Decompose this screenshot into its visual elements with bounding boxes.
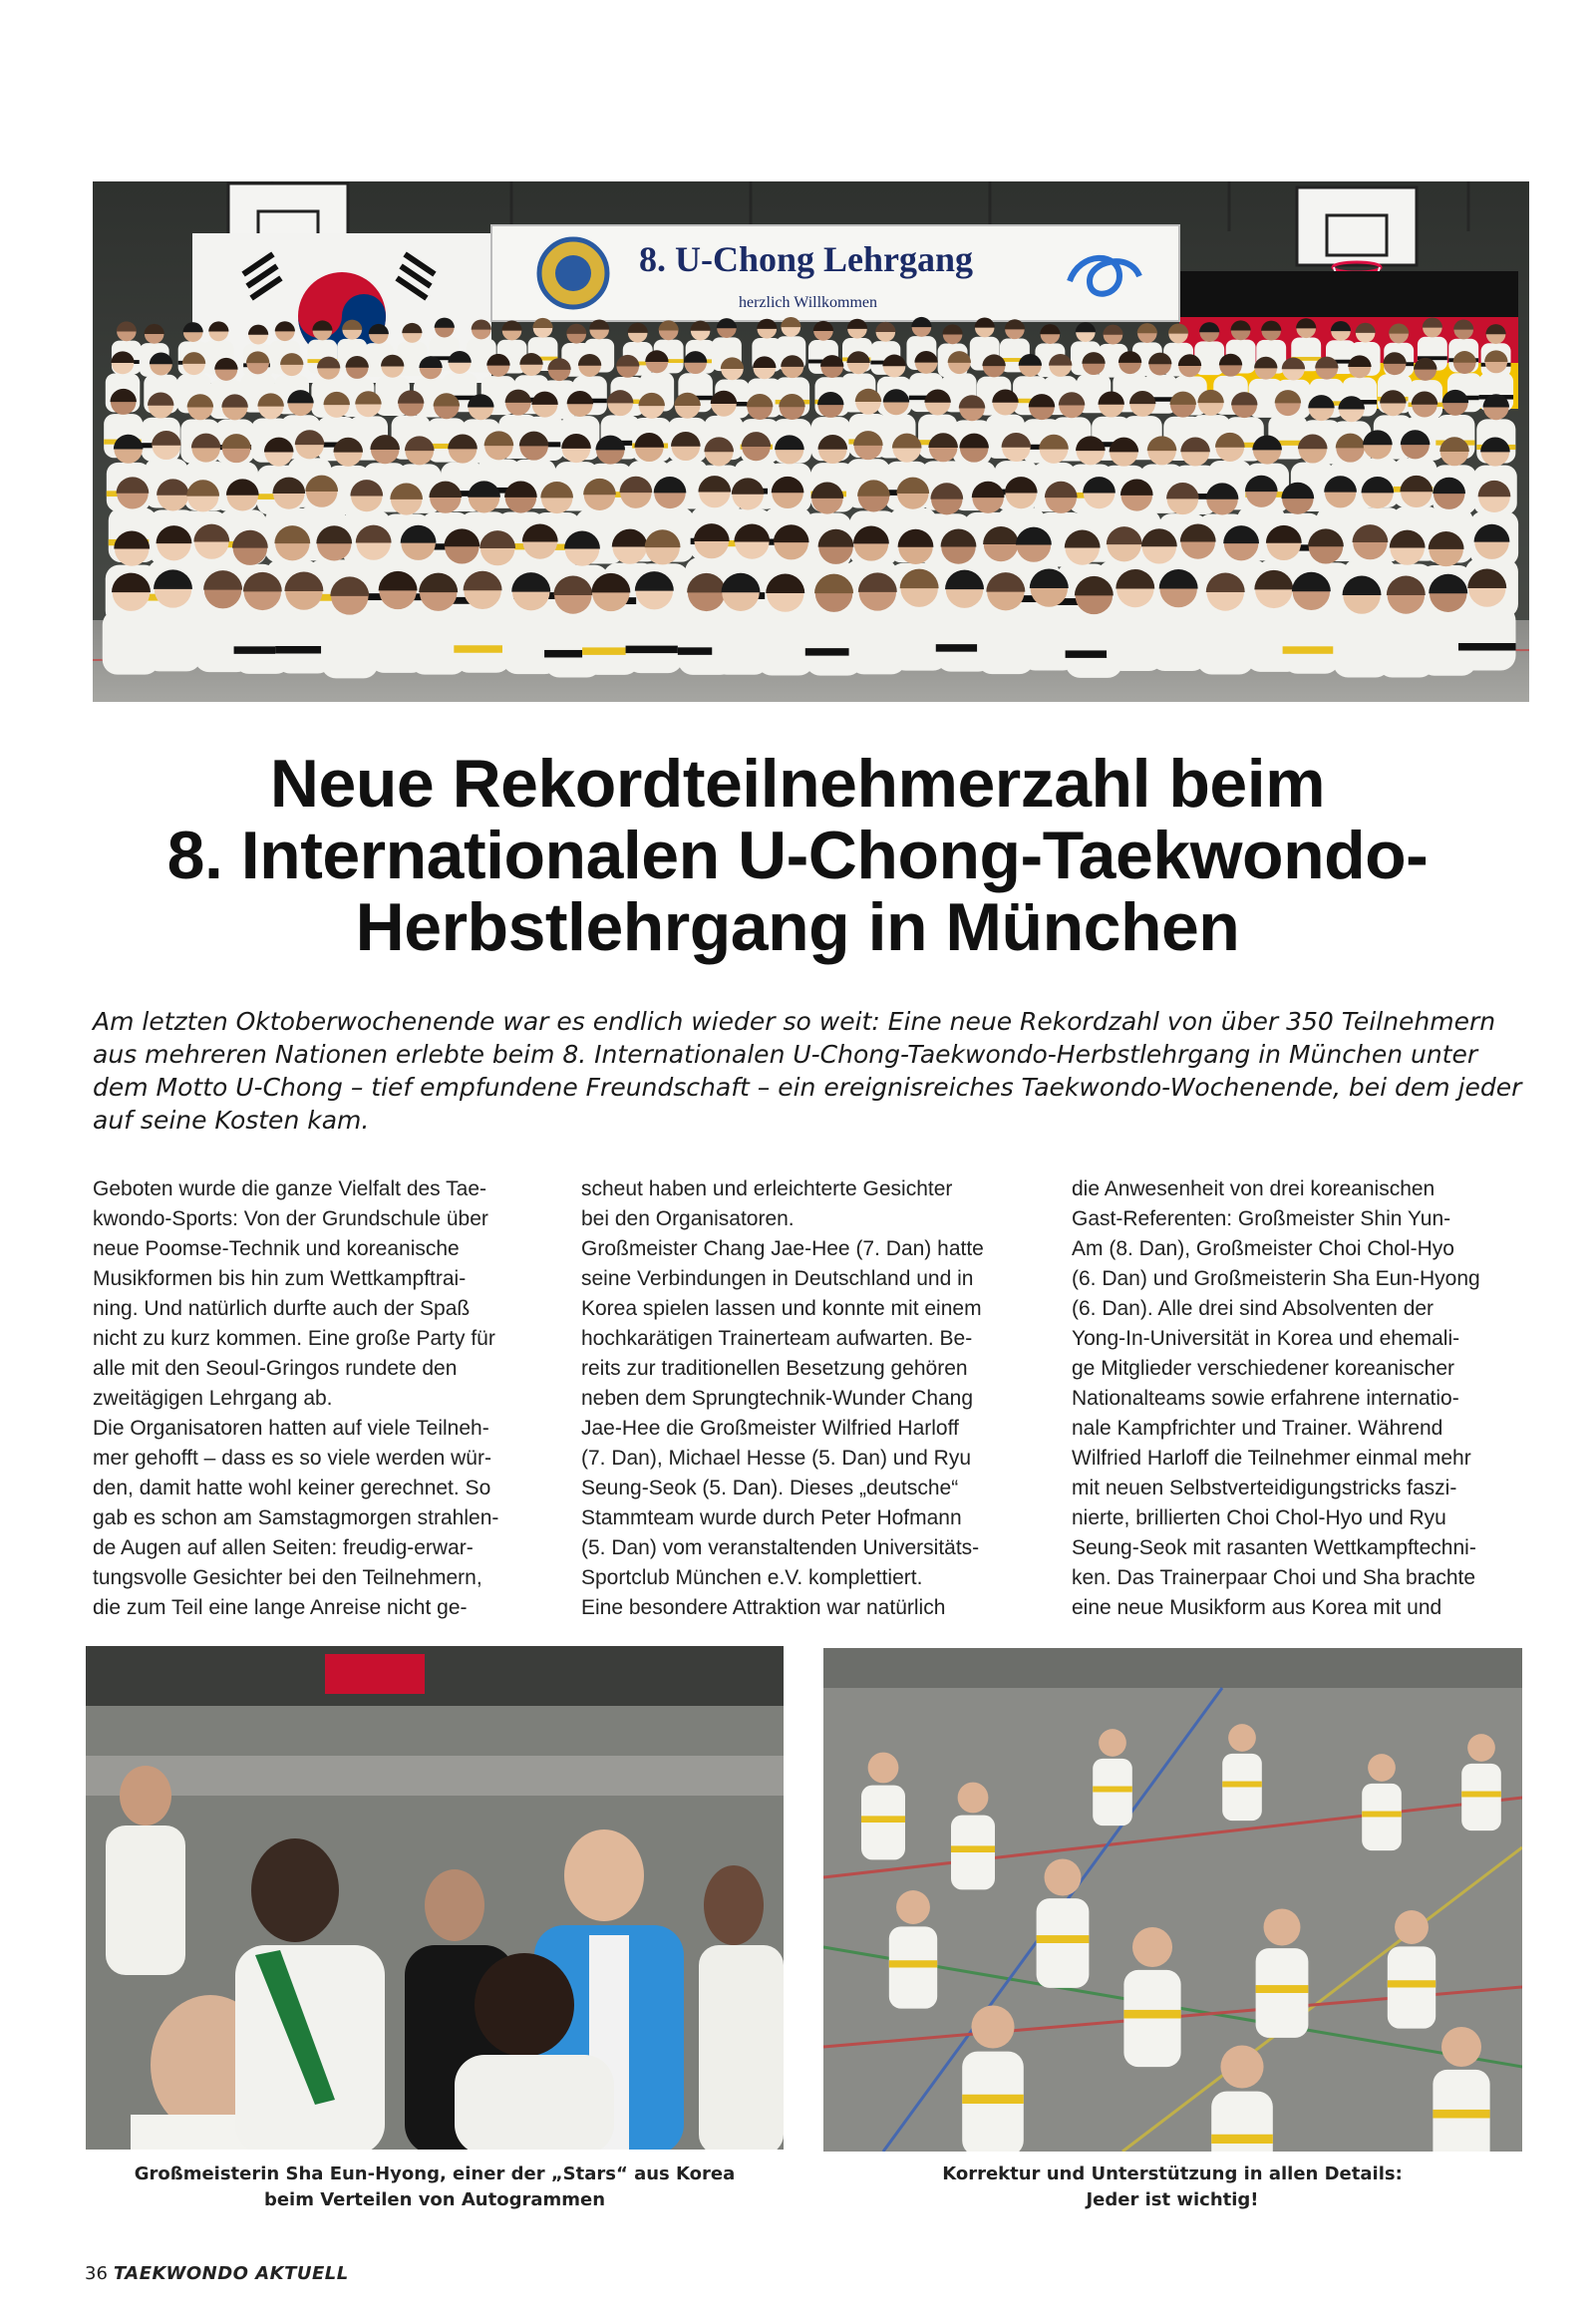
page-footer <box>85 2263 349 2284</box>
body-line: Gast-Referenten: Großmeister Shin Yun- <box>1072 1207 1451 1230</box>
body-line: nierte, brillierten Choi Chol-Hyo und Ryu <box>1072 1506 1446 1529</box>
body-line: Großmeister Chang Jae-Hee (7. Dan) hatte <box>581 1237 984 1260</box>
body-line: tungsvolle Gesichter bei den Teilnehmern, <box>93 1566 482 1589</box>
body-line: Yong-In-Universität in Korea und ehemali- <box>1072 1327 1460 1350</box>
banner-subtitle: herzlich Willkommen <box>739 294 878 311</box>
body-line: reits zur traditionellen Besetzung gehören <box>581 1357 968 1380</box>
group-photo-illustration <box>93 181 1529 702</box>
body-line: Jae-Hee die Großmeister Wilfried Harloff <box>581 1417 959 1440</box>
headline-line: Herbstlehrgang in München <box>355 889 1240 965</box>
autograph-photo-illustration <box>86 1646 784 2150</box>
training-photo-illustration <box>823 1648 1522 2152</box>
caption-line: Großmeisterin Sha Eun-Hyong, einer der „Stars“ aus Korea <box>134 2163 736 2184</box>
body-line: mit neuen Selbstverteidigungstricks faszi- <box>1072 1477 1457 1499</box>
body-line: eine neue Musikform aus Korea mit und <box>1072 1596 1442 1619</box>
body-line: (6. Dan) und Großmeisterin Sha Eun-Hyong <box>1072 1267 1480 1290</box>
body-line: seine Verbindungen in Deutschland und in <box>581 1267 974 1290</box>
body-line: Korea spielen lassen und konnte mit einem <box>581 1297 982 1320</box>
body-line: Eine besondere Attraktion war natürlich <box>581 1596 946 1619</box>
headline-line: Neue Rekordteilnehmerzahl beim <box>269 746 1326 822</box>
caption-left <box>86 2161 784 2213</box>
body-line: mer gehofft – dass es so viele werden wür- <box>93 1447 491 1470</box>
body-line: die Anwesenheit von drei koreanischen <box>1072 1177 1436 1200</box>
body-line: Musikformen bis hin zum Wettkampftrai- <box>93 1267 467 1290</box>
body-column-3 <box>1072 1174 1520 1623</box>
body-line: zweitägigen Lehrgang ab. <box>93 1387 333 1410</box>
body-line: scheut haben und erleichterte Gesichter <box>581 1177 953 1200</box>
body-line: Geboten wurde die ganze Vielfalt des Tae- <box>93 1177 486 1200</box>
caption-line: beim Verteilen von Autogrammen <box>263 2189 606 2210</box>
banner-title: 8. U-Chong Lehrgang <box>639 239 974 279</box>
body-line: neben dem Sprungtechnik-Wunder Chang <box>581 1387 974 1410</box>
body-line: (5. Dan) vom veranstaltenden Universitäts- <box>581 1536 980 1559</box>
body-line: ken. Das Trainerpaar Choi und Sha brachte <box>1072 1566 1476 1589</box>
body-line: Wilfried Harloff die Teilnehmer einmal mehr <box>1072 1447 1471 1470</box>
article-lead: Am letzten Oktoberwochenende war es endlich wieder so weit: Eine neue Rekordzahl von über 350 Teilnehmern aus mehreren Nationen erlebte beim 8. Internationalen U-Chong-Taekwondo-Herbstlehrgang in München unter dem Motto U-Chong – tief empfundene Freundschaft – ein ereignisreiches Taekwondo-Wochenende, bei dem jeder auf seine Kosten kam. <box>93 1007 1522 1135</box>
article-headline <box>60 748 1535 963</box>
body-line: bei den Organisatoren. <box>581 1207 795 1230</box>
body-line: (7. Dan), Michael Hesse (5. Dan) und Ryu <box>581 1447 971 1470</box>
caption-line: Jeder ist wichtig! <box>1086 2189 1259 2210</box>
caption-line: Korrektur und Unterstützung in allen Details: <box>942 2163 1403 2184</box>
body-line: nicht zu kurz kommen. Eine große Party für <box>93 1327 495 1350</box>
body-line: den, damit hatte wohl keiner gerechnet. So <box>93 1477 491 1499</box>
autograph-photo <box>86 1646 784 2150</box>
body-line: Stammteam wurde durch Peter Hofmann <box>581 1506 962 1529</box>
body-line: gab es schon am Samstagmorgen strahlen- <box>93 1506 499 1529</box>
body-line: Nationalteams sowie erfahrene internatio- <box>1072 1387 1459 1410</box>
training-photo <box>823 1648 1522 2152</box>
body-line: Sportclub München e.V. komplettiert. <box>581 1566 923 1589</box>
body-line: hochkarätigen Trainerteam aufwarten. Be- <box>581 1327 973 1350</box>
page-number: 36 <box>85 2263 108 2284</box>
caption-right <box>823 2161 1521 2213</box>
body-line: neue Poomse-Technik und koreanische <box>93 1237 460 1260</box>
body-line: die zum Teil eine lange Anreise nicht ge- <box>93 1596 468 1619</box>
body-line: (6. Dan). Alle drei sind Absolventen der <box>1072 1297 1435 1320</box>
welcome-banner <box>491 225 1179 321</box>
body-line: alle mit den Seoul-Gringos rundete den <box>93 1357 458 1380</box>
body-line: de Augen auf allen Seiten: freudig-erwar- <box>93 1536 474 1559</box>
body-line: ning. Und natürlich durfte auch der Spaß <box>93 1297 471 1320</box>
body-line: Am (8. Dan), Großmeister Choi Chol-Hyo <box>1072 1237 1454 1260</box>
body-line: Die Organisatoren hatten auf viele Teilneh- <box>93 1417 489 1440</box>
body-line: nale Kampfrichter und Trainer. Während <box>1072 1417 1443 1440</box>
body-column-1 <box>93 1174 541 1623</box>
body-column-2 <box>581 1174 1030 1623</box>
body-line: Seung-Seok mit rasanten Wettkampftechni- <box>1072 1536 1476 1559</box>
headline-line: 8. Internationalen U-Chong-Taekwondo- <box>166 818 1429 893</box>
body-line: ge Mitglieder verschiedener koreanischer <box>1072 1357 1455 1380</box>
magazine-name: TAEKWONDO AKTUELL <box>113 2263 349 2284</box>
body-line: Seung-Seok (5. Dan). Dieses „deutsche“ <box>581 1477 959 1499</box>
group-photo <box>93 181 1529 702</box>
body-line: kwondo-Sports: Von der Grundschule über <box>93 1207 488 1230</box>
